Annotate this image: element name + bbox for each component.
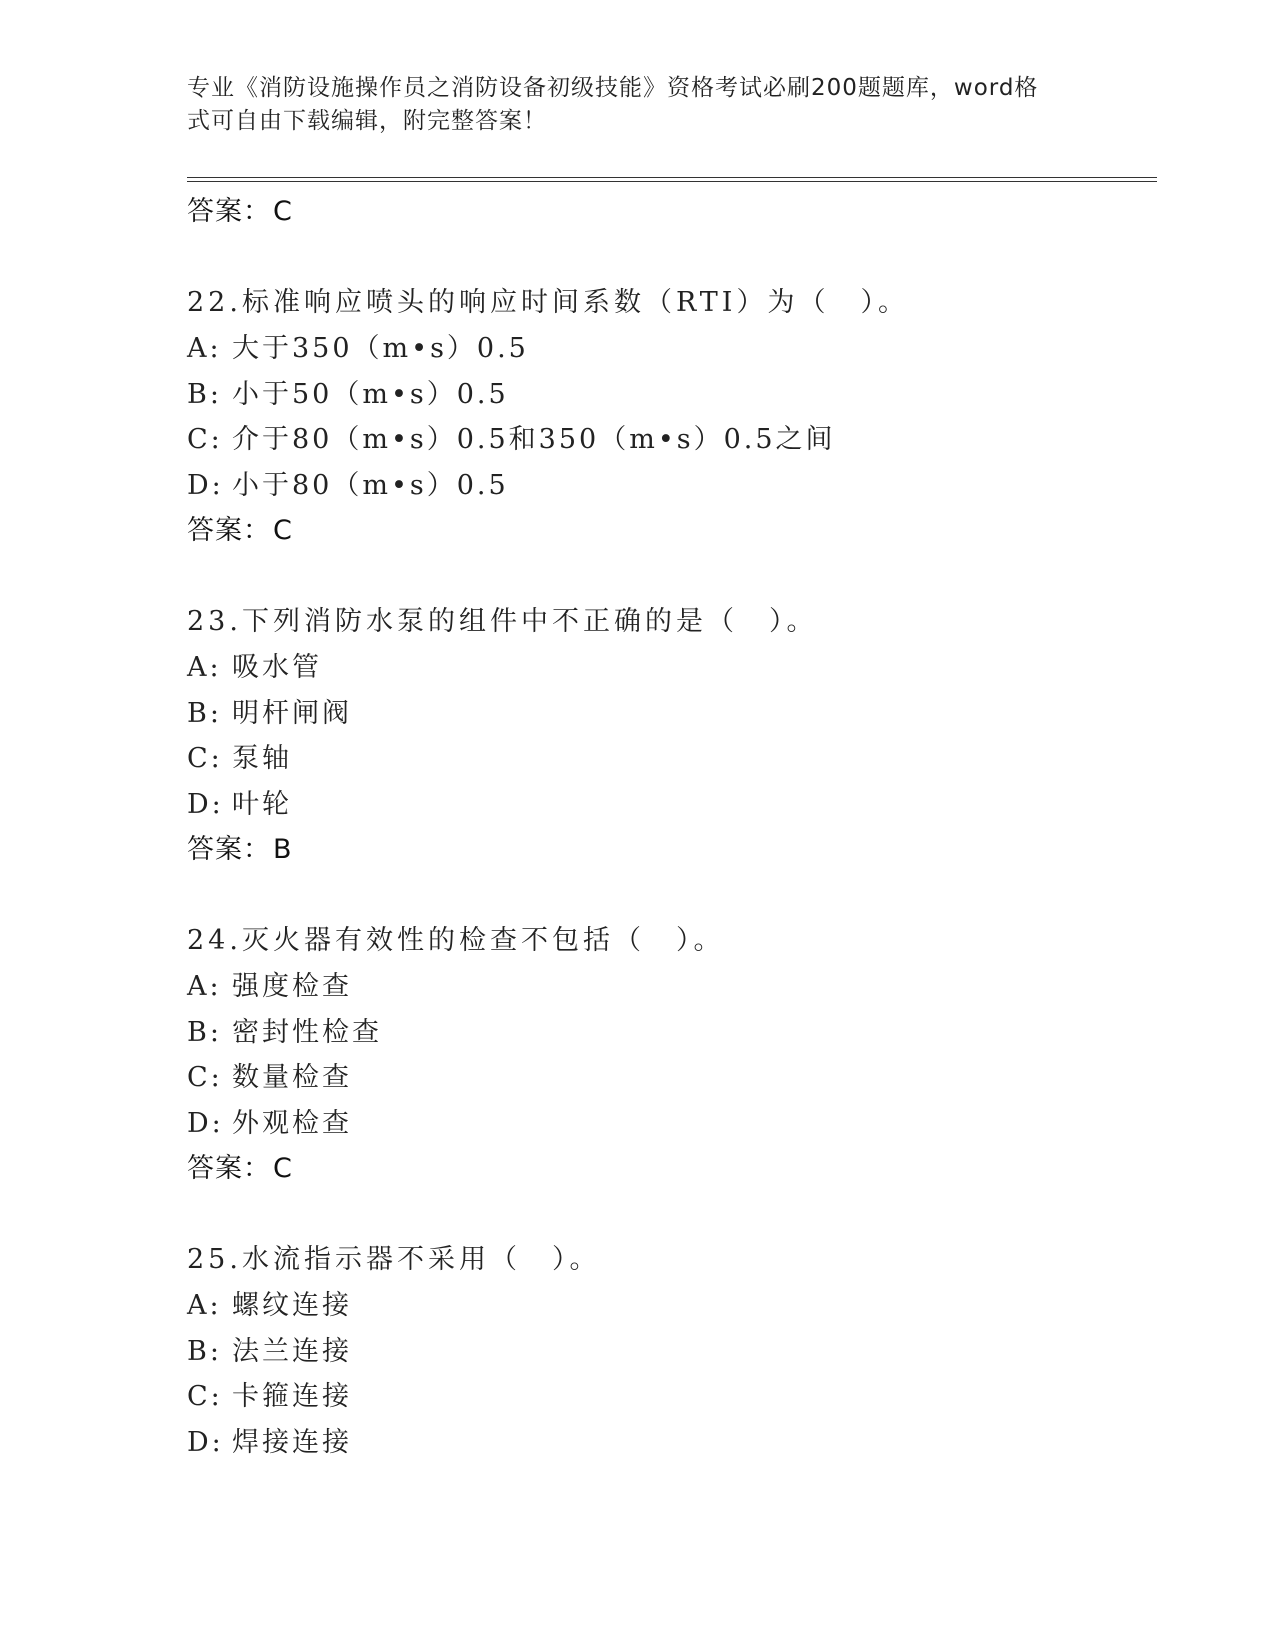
option-letter: C: [187, 424, 223, 455]
option-text: 强度检查 [232, 971, 352, 1002]
answer-label: 答案： [187, 1153, 271, 1184]
answer-label: 答案： [187, 834, 271, 865]
option-letter: D: [187, 469, 224, 501]
option-a [187, 1283, 1147, 1329]
header-divider [187, 177, 1157, 182]
option-letter: A: [187, 1290, 222, 1321]
option-text: 卡箍连接 [232, 1381, 352, 1412]
question-stem: 23.下列消防水泵的组件中不正确的是（ ）。 [187, 606, 818, 637]
option-a [187, 645, 1147, 691]
option-letter: D: [187, 788, 224, 820]
option-text: 明杆闸阀 [232, 697, 352, 729]
option-c [187, 736, 1147, 782]
answer-line [187, 189, 1147, 235]
option-text: 焊接连接 [232, 1426, 352, 1458]
option-letter: B: [187, 697, 222, 729]
option-text: 大于350（m•s）0.5 [232, 333, 529, 364]
header-line-1: 专业《消防设施操作员之消防设备初级技能》资格考试必刷200题题库，word格 [187, 75, 1039, 101]
option-letter: C: [187, 743, 223, 774]
answer-label: 答案： [187, 196, 271, 227]
question-stem: 24.灭火器有效性的检查不包括（ ）。 [187, 925, 725, 956]
option-text: 叶轮 [232, 788, 292, 820]
option-d [187, 782, 1147, 828]
option-b [187, 372, 1147, 418]
option-c [187, 417, 1147, 463]
option-a [187, 326, 1147, 372]
option-letter: B: [187, 1016, 222, 1048]
option-letter: B: [187, 1335, 222, 1367]
answer-label: 答案： [187, 515, 271, 546]
option-d [187, 463, 1147, 509]
answer-value: C [273, 515, 293, 546]
option-letter: D: [187, 1426, 224, 1458]
option-letter: B: [187, 378, 222, 410]
answer-value: C [273, 1153, 293, 1184]
option-text: 小于50（m•s）0.5 [232, 378, 509, 410]
option-b [187, 691, 1147, 737]
answer-line [187, 1146, 1147, 1192]
option-c [187, 1055, 1147, 1101]
question-23 [187, 599, 1147, 873]
option-letter: A: [187, 333, 222, 364]
option-letter: C: [187, 1062, 223, 1093]
question-list [187, 189, 1147, 1465]
option-b [187, 1010, 1147, 1056]
option-text: 数量检查 [232, 1062, 352, 1093]
option-text: 泵轴 [232, 743, 292, 774]
question-25 [187, 1237, 1147, 1465]
answer-value: C [273, 196, 293, 227]
option-text: 密封性检查 [232, 1016, 382, 1048]
option-text: 法兰连接 [232, 1335, 352, 1367]
question-22 [187, 280, 1147, 554]
answer-line [187, 827, 1147, 873]
option-b [187, 1329, 1147, 1375]
option-text: 小于80（m•s）0.5 [232, 469, 509, 501]
option-d [187, 1101, 1147, 1147]
option-text: 外观检查 [232, 1107, 352, 1139]
answer-value: B [273, 834, 293, 865]
option-letter: A: [187, 652, 222, 683]
option-a [187, 964, 1147, 1010]
option-letter: D: [187, 1107, 224, 1139]
question-stem: 25.水流指示器不采用（ ）。 [187, 1244, 601, 1275]
document-header [187, 72, 1067, 138]
header-line-2: 式可自由下载编辑，附完整答案！ [187, 108, 547, 134]
option-letter: A: [187, 971, 222, 1002]
option-text: 介于80（m•s）0.5和350（m•s）0.5之间 [232, 424, 836, 455]
option-text: 吸水管 [232, 652, 322, 683]
option-letter: C: [187, 1381, 223, 1412]
question-stem: 22.标准响应喷头的响应时间系数（RTI）为（ ）。 [187, 287, 909, 318]
question-24 [187, 918, 1147, 1192]
option-text: 螺纹连接 [232, 1290, 352, 1321]
option-d [187, 1420, 1147, 1466]
option-c [187, 1374, 1147, 1420]
answer-line [187, 508, 1147, 554]
